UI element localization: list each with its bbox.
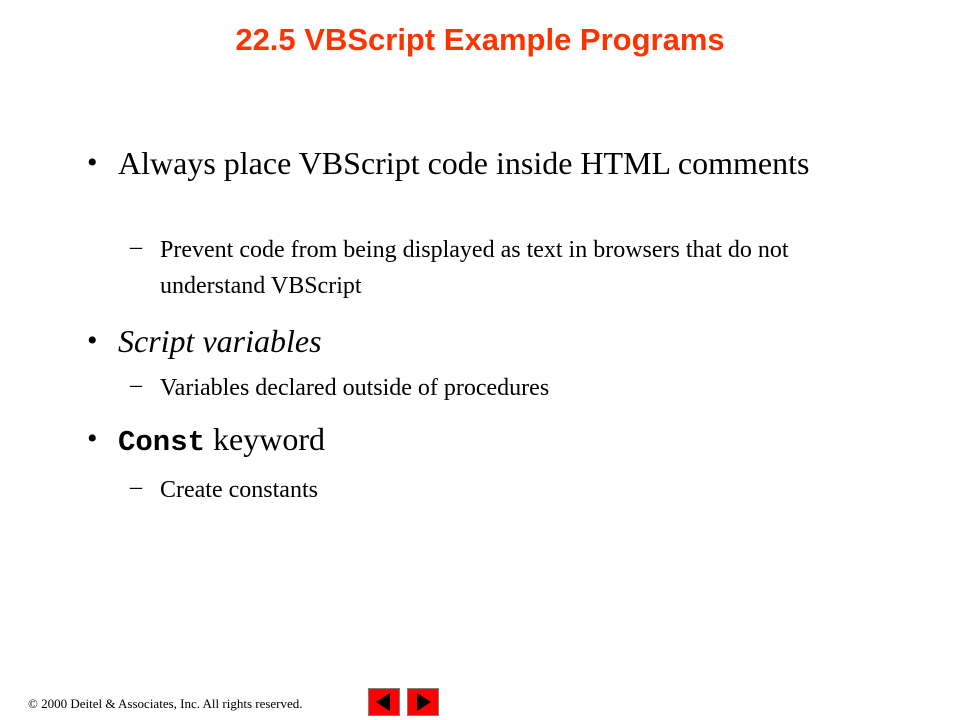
sub-bullet-marker: –: [130, 372, 142, 398]
bullet-text-html-comments: Always place VBScript code inside HTML comments: [118, 145, 810, 181]
keyword-label: keyword: [205, 421, 325, 457]
sub-bullet-text-variables-declared: Variables declared outside of procedures: [160, 375, 550, 401]
triangle-right-icon: [408, 689, 438, 715]
sub-bullet-marker: –: [130, 234, 142, 260]
bullet-marker: •: [87, 422, 98, 455]
next-slide-button[interactable]: [407, 688, 439, 716]
copyright-text: 2000 Deitel & Associates, Inc. All rights reserved.: [37, 696, 303, 711]
bullet-text-const-keyword: [118, 420, 838, 462]
bullet-marker: •: [87, 324, 98, 357]
code-const: Const: [118, 426, 206, 459]
footer-copyright: [28, 696, 303, 712]
triangle-left-icon: [369, 689, 399, 715]
sub-bullet-text-create-constants: Create constants: [160, 477, 318, 503]
bullet-marker: •: [87, 146, 98, 179]
bullet-text-script-variables: Script variables: [118, 323, 322, 359]
copyright-symbol: ©: [28, 696, 38, 711]
sub-bullet-text-prevent-display: Prevent code from being displayed as text in browsers that do not understand VBScript: [160, 237, 789, 299]
sub-bullet-marker: –: [130, 474, 142, 500]
previous-slide-button[interactable]: [368, 688, 400, 716]
page-title: 22.5 VBScript Example Programs: [235, 22, 725, 57]
